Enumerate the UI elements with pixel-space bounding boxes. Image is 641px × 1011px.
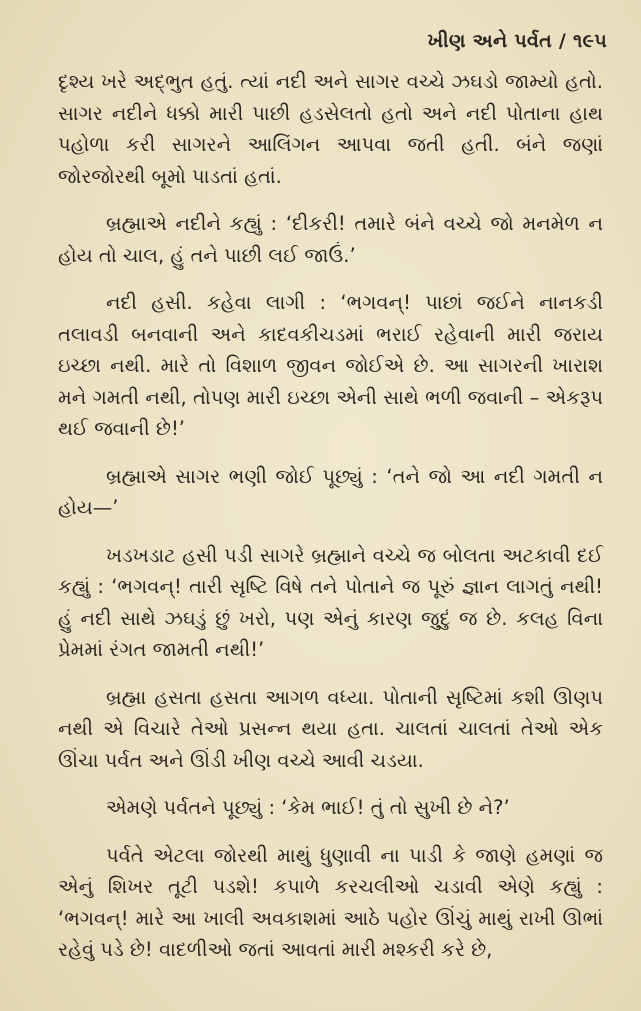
body-text	[58, 66, 603, 966]
paragraph-8: પર્વતે એટલા જોરથી માથું ધુણાવી ના પાડી કે જાણે હમણાં જ એનું શિખર તૂટી પડશે! કપાળે કરચલીઓ ચડાવી એણે કહ્યું : ‘ભગવન્! મારે આ ખાલી અવકાશમાં આઠે પહોર ઊંચું માથું રાખી ઊભાં રહેવું પડે છે! વાદળીઓ જતાં આવતાં મારી મશ્કરી કરે છે,	[58, 843, 603, 961]
paragraph-6: બ્રહ્મા હસતા હસતા આગળ વધ્યા. પોતાની સૃષ્ટિમાં કશી ઊણપ નથી એ વિચારે તેઓ પ્રસન્ન થયા હતા. ચાલતાં ચાલતાં તેઓ એક ઊંચા પર્વત અને ઊંડી ખીણ વચ્ચે આવી ચડયા.	[58, 685, 603, 772]
paragraph-7: એમણે પર્વતને પૂછ્યું : ‘કેમ ભાઈ! તું તો સુખી છે ને?’	[106, 796, 510, 819]
running-header: ખીણ અને પર્વત / ૧૯૫	[427, 30, 607, 52]
paragraph-3: નદી હસી. કહેવા લાગી : ‘ભગવન્! પાછાં જઈને નાનકડી તલાવડી બનવાની અને કાદવકીચડમાં ભરાઈ રહેવાની મારી જરાય ઇચ્છા નથી. મારે તો વિશાળ જીવન જોઈએ છે. આ સાગરની ખારાશ મને ગમતી નથી, તોપણ મારી ઇચ્છા એની સાથે ભળી જવાની – એકરૂપ થઈ જવાની છે!’	[58, 291, 603, 440]
paragraph-5: ખડખડાટ હસી પડી સાગરે બ્રહ્માને વચ્ચે જ બોલતા અટકાવી દઈ કહ્યું : ‘ભગવન્! તારી સૃષ્ટિ વિષે તને પોતાને જ પૂરું જ્ઞાન લાગતું નથી! હું નદી સાથે ઝઘડું છું ખરો, પણ એનું કારણ જુદું જ છે. કલહ વિના પ્રેમમાં રંગત જામતી નથી!’	[58, 543, 603, 661]
paragraph-1: દૃશ્ય ખરે અદ્ભુત હતું. ત્યાં નદી અને સાગર વચ્ચે ઝઘડો જામ્યો હતો. સાગર નદીને ધક્કો મારી પાછી હડસેલતો હતો અને નદી પોતાના હાથ પહોળા કરી સાગરને આલિંગન આપવા જતી હતી. બંને જણાં જોરજોરથી બૂમો પાડતાં હતાં.	[58, 70, 603, 188]
paragraph-4: બ્રહ્માએ સાગર ભણી જોઈ પૂછ્યું : ‘તને જો આ નદી ગમતી ન હોય—’	[58, 464, 603, 519]
paragraph-2: બ્રહ્માએ નદીને કહ્યું : ‘દીકરી! તમારે બંને વચ્ચે જો મનમેળ ન હોય તો ચાલ, હું તને પાછી લઈ જાઉં.’	[58, 212, 603, 267]
